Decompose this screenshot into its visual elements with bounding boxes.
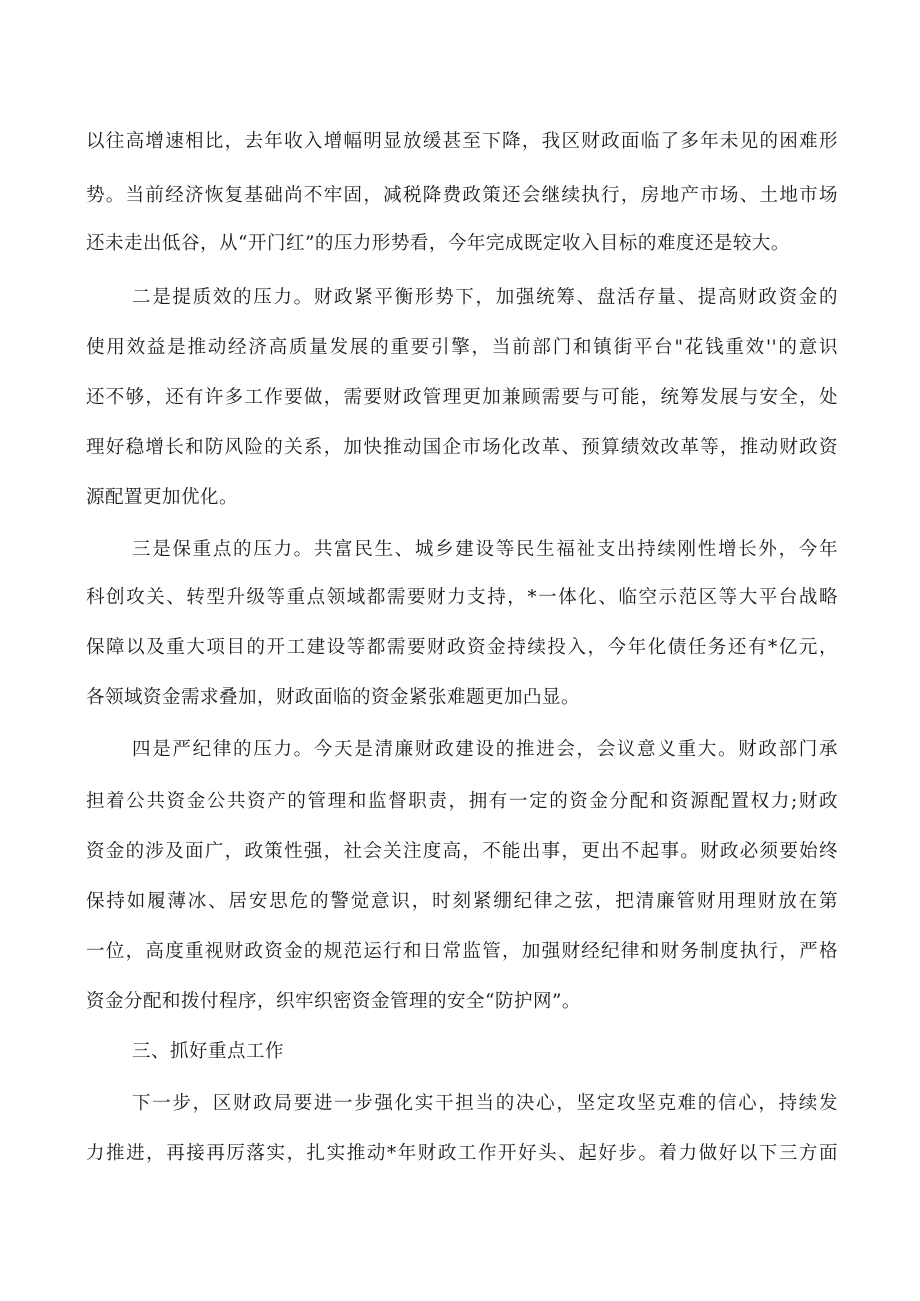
text-line: 保持如履薄冰、居安思危的警觉意识，时刻紧绷纪律之弦，把清廉管财用理财放在第	[86, 891, 838, 912]
text-line: 四是严纪律的压力。今天是清廉财政建设的推进会，会议意义重大。财政部门承	[132, 739, 838, 760]
text-line: 势。当前经济恢复基础尚不牢固，减税降费政策还会继续执行，房地产市场、土地市场	[86, 185, 838, 206]
text-line: 担着公共资金公共资产的管理和监督职责，拥有一定的资金分配和资源配置权力;财政	[86, 791, 838, 812]
text-line: 力推进，再接再厉落实，扎实推动*年财政工作开好头、起好步。着力做好以下三方面	[86, 1143, 838, 1164]
text-line: 保障以及重大项目的开工建设等都需要财政资金持续投入，今年化债任务还有*亿元，	[86, 637, 838, 658]
section-heading-text: 三、抓好重点工作	[132, 1041, 285, 1062]
text-line: 理好稳增长和防风险的关系，加快推动国企市场化改革、预算绩效改革等，推动财政资	[86, 437, 838, 458]
text-line: 各领域资金需求叠加，财政面临的资金紧张难题更加凸显。	[86, 687, 581, 708]
text-line: 资金分配和拨付程序，织牢织密资金管理的安全“防护网”。	[86, 991, 581, 1012]
text-line: 还不够，还有许多工作要做，需要财政管理更加兼顾需要与可能，统筹发展与安全，处	[86, 387, 838, 408]
text-line: 下一步，区财政局要进一步强化实干担当的决心，坚定攻坚克难的信心，持续发	[132, 1093, 838, 1114]
text-line: 还未走出低谷，从“开门红”的压力形势看，今年完成既定收入目标的难度还是较大。	[86, 233, 790, 254]
text-line: 源配置更加优化。	[86, 487, 239, 508]
text-line: 资金的涉及面广，政策性强，社会关注度高，不能出事，更出不起事。财政必须要始终	[86, 841, 838, 862]
text-line: 三是保重点的压力。共富民生、城乡建设等民生福祉支出持续刚性增长外，今年	[132, 539, 838, 560]
text-line: 二是提质效的压力。财政紧平衡形势下，加强统筹、盘活存量、提高财政资金的	[132, 287, 838, 308]
text-line: 使用效益是推动经济高质量发展的重要引擎，当前部门和镇街平台"花钱重效''的意识	[86, 337, 838, 358]
text-line: 一位，高度重视财政资金的规范运行和日常监管，加强财经纪律和财务制度执行，严格	[86, 941, 838, 962]
text-line: 科创攻关、转型升级等重点领域都需要财力支持，*一体化、临空示范区等大平台战略	[86, 587, 838, 608]
text-line: 以往高增速相比，去年收入增幅明显放缓甚至下降，我区财政面临了多年未见的困难形	[86, 131, 838, 152]
